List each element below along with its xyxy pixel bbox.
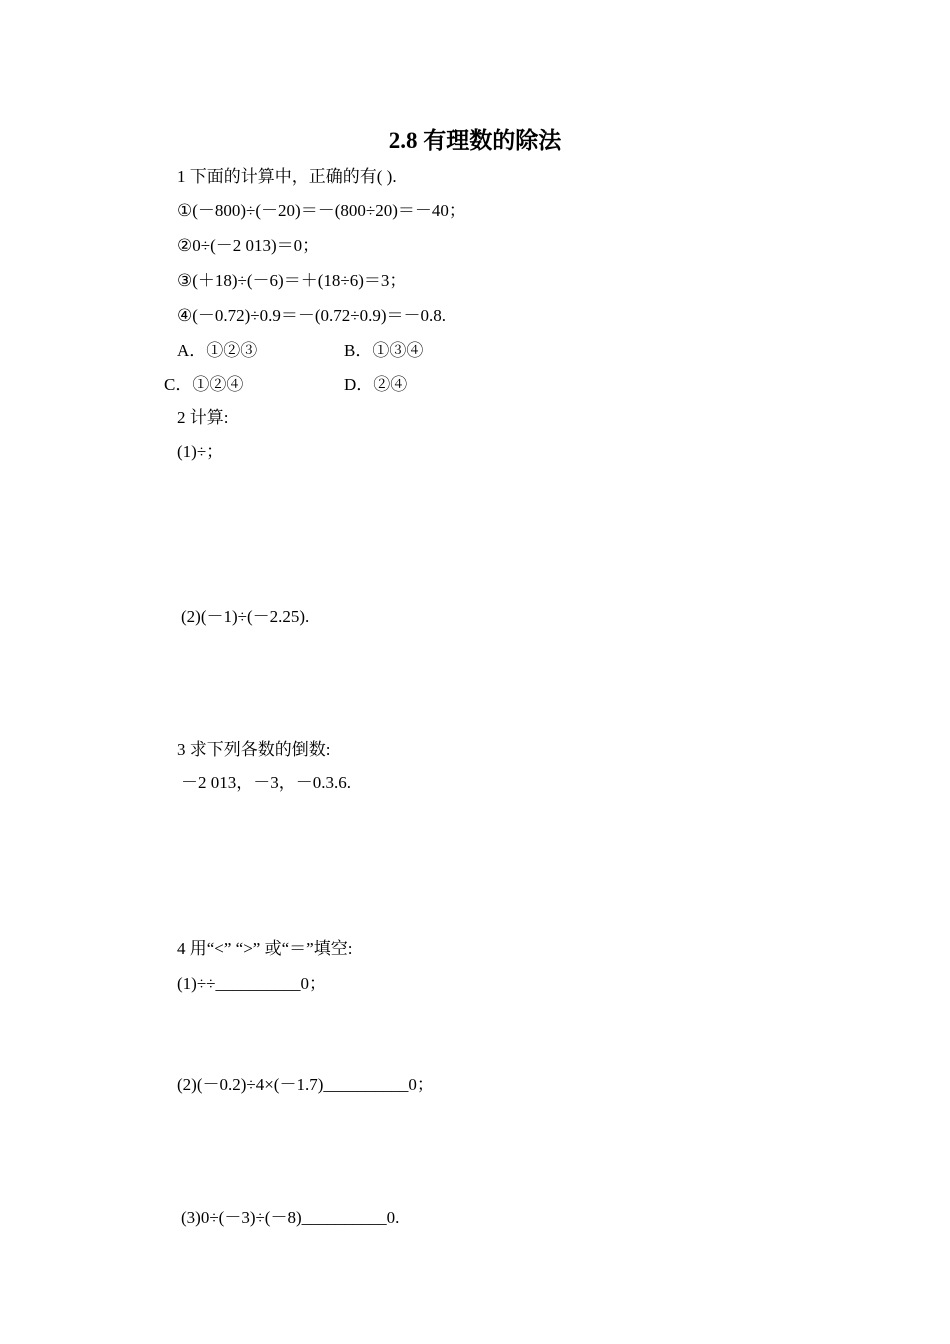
- question-1-option-c: C．①②④: [164, 375, 244, 394]
- question-1-item-4: ④(－0.72)÷0.9＝－(0.72÷0.9)＝－0.8.: [177, 306, 447, 325]
- question-1-option-d: D．②④: [344, 375, 408, 394]
- question-1-item-2: ②0÷(－2 013)＝0；: [177, 236, 320, 255]
- question-4-part-1: (1)÷÷__________0；: [177, 974, 326, 993]
- question-4-part-3: (3)0÷(－3)÷(－8)__________0.: [181, 1208, 400, 1227]
- question-3-stem: 3 求下列各数的倒数:: [177, 740, 331, 759]
- question-4-stem: 4 用“<” “>” 或“＝”填空:: [177, 939, 353, 958]
- question-1-stem: 1 下面的计算中，正确的有( ).: [177, 167, 397, 186]
- question-1-option-a: A．①②③: [177, 341, 258, 360]
- question-2-stem: 2 计算:: [177, 408, 229, 427]
- question-4-part-2: (2)(－0.2)÷4×(－1.7)__________0；: [177, 1075, 434, 1094]
- question-1-item-1: ①(－800)÷(－20)＝－(800÷20)＝－40；: [177, 201, 466, 220]
- question-1-option-b: B．①③④: [344, 341, 424, 360]
- question-2-part-1: (1)÷；: [177, 442, 224, 461]
- page-title: 2.8 有理数的除法: [388, 128, 562, 153]
- question-3-values: －2 013，－3，－0.3.6.: [181, 773, 351, 792]
- question-2-part-2: (2)(－1)÷(－2.25).: [181, 607, 310, 626]
- question-1-item-3: ③(＋18)÷(－6)＝＋(18÷6)＝3；: [177, 271, 407, 290]
